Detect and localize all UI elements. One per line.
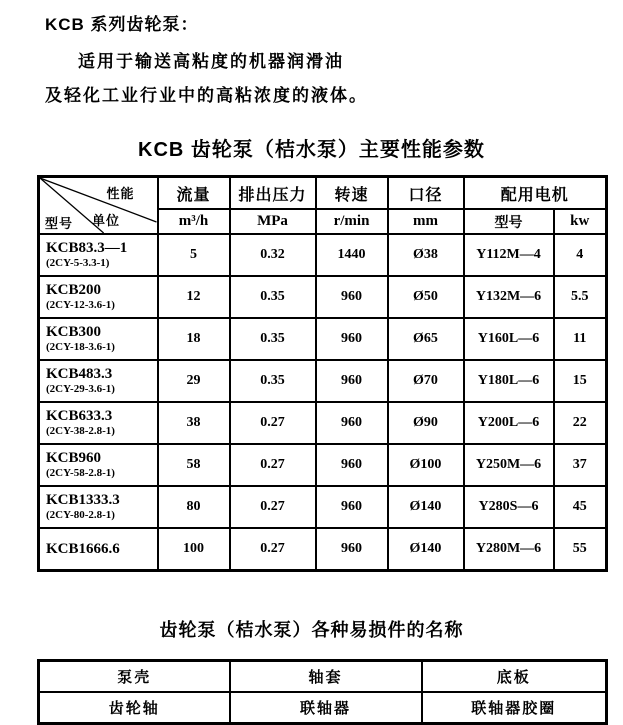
model-sub-name: (2CY-29-3.6-1) [46,383,115,395]
parts-table [37,659,608,725]
corner-header-cell [39,177,158,235]
model-cell [39,234,158,276]
corner-label-model: 型号 [45,216,74,231]
part-name: 轴套 [230,661,422,693]
speed-value: 960 [316,528,388,571]
motor-kw-value: 11 [554,318,607,360]
model-sub-name: (2CY-18-3.6-1) [46,341,115,353]
motor-model-value: Y280M—6 [464,528,554,571]
table-row [39,360,607,402]
motor-kw-value: 15 [554,360,607,402]
unit-speed: r/min [316,209,388,234]
intro-line-1: 适用于输送高粘度的机器润滑油 [78,52,344,71]
motor-kw-value: 4 [554,234,607,276]
model-name: KCB300 [46,324,102,340]
model-sub-name: (2CY-58-2.8-1) [46,467,115,479]
model-sub-name: (2CY-5-3.3-1) [46,257,110,269]
col-header-motor-power: kw [554,209,607,234]
model-cell [39,444,158,486]
model-name: KCB960 [46,450,102,466]
corner-label-unit: 单位 [92,213,121,228]
pressure-value: 0.32 [230,234,316,276]
part-name: 联轴器胶圈 [422,692,607,724]
motor-kw-value: 37 [554,444,607,486]
parts-table-title: 齿轮泵（桔水泵）各种易损件的名称 [159,620,464,640]
table-row [39,402,607,444]
part-name: 泵壳 [39,661,230,693]
pressure-value: 0.27 [230,528,316,571]
flow-value: 100 [158,528,230,571]
col-header-diameter: 口径 [388,177,464,210]
part-name: 底板 [422,661,607,693]
model-cell [39,318,158,360]
model-cell [39,402,158,444]
model-sub-name: (2CY-38-2.8-1) [46,425,115,437]
motor-model-value: Y180L—6 [464,360,554,402]
motor-model-value: Y250M—6 [464,444,554,486]
model-cell [39,276,158,318]
model-name: KCB633.3 [46,408,113,424]
model-sub-name: (2CY-80-2.8-1) [46,509,115,521]
speed-value: 960 [316,276,388,318]
diameter-value: Ø90 [388,402,464,444]
speed-value: 1440 [316,234,388,276]
flow-value: 12 [158,276,230,318]
diameter-value: Ø100 [388,444,464,486]
speed-value: 960 [316,318,388,360]
speed-value: 960 [316,360,388,402]
model-cell [39,360,158,402]
motor-kw-value: 22 [554,402,607,444]
flow-value: 18 [158,318,230,360]
model-cell [39,528,158,571]
speed-value: 960 [316,402,388,444]
flow-value: 80 [158,486,230,528]
flow-value: 38 [158,402,230,444]
col-header-pressure: 排出压力 [230,177,316,210]
performance-table [37,175,608,572]
flow-value: 29 [158,360,230,402]
performance-table-title: KCB 齿轮泵（桔水泵）主要性能参数 [138,139,485,161]
diameter-value: Ø70 [388,360,464,402]
col-header-flow: 流量 [158,177,230,210]
pressure-value: 0.27 [230,486,316,528]
flow-value: 58 [158,444,230,486]
table-row [39,528,607,571]
intro-line-2: 及轻化工业行业中的高粘浓度的液体。 [45,86,368,105]
motor-model-value: Y132M—6 [464,276,554,318]
motor-model-value: Y112M—4 [464,234,554,276]
model-name: KCB1666.6 [46,540,120,557]
motor-kw-value: 45 [554,486,607,528]
speed-value: 960 [316,444,388,486]
col-header-motor-model: 型号 [464,209,554,234]
table-row [39,692,607,724]
table-row [39,234,607,276]
model-name: KCB200 [46,282,102,298]
model-sub-name: (2CY-12-3.6-1) [46,299,115,311]
table-row [39,486,607,528]
pressure-value: 0.27 [230,402,316,444]
pressure-value: 0.35 [230,360,316,402]
diameter-value: Ø140 [388,486,464,528]
part-name: 联轴器 [230,692,422,724]
motor-kw-value: 55 [554,528,607,571]
model-name: KCB83.3—1 [46,240,128,256]
unit-diameter: mm [388,209,464,234]
model-name: KCB1333.3 [46,492,120,508]
part-name: 齿轮轴 [39,692,230,724]
motor-model-value: Y200L—6 [464,402,554,444]
doc-heading: KCB 系列齿轮泵： [45,15,199,34]
document-page [0,10,623,725]
table-row [39,661,607,693]
col-header-motor-group: 配用电机 [464,177,607,210]
model-name: KCB483.3 [46,366,113,382]
pressure-value: 0.35 [230,318,316,360]
table-row [39,444,607,486]
table-row [39,318,607,360]
unit-pressure: MPa [230,209,316,234]
table-row [39,276,607,318]
motor-kw-value: 5.5 [554,276,607,318]
speed-value: 960 [316,486,388,528]
pressure-value: 0.35 [230,276,316,318]
diameter-value: Ø140 [388,528,464,571]
col-header-speed: 转速 [316,177,388,210]
diameter-value: Ø65 [388,318,464,360]
model-cell [39,486,158,528]
flow-value: 5 [158,234,230,276]
unit-flow: m³/h [158,209,230,234]
motor-model-value: Y280S—6 [464,486,554,528]
diameter-value: Ø50 [388,276,464,318]
motor-model-value: Y160L—6 [464,318,554,360]
pressure-value: 0.27 [230,444,316,486]
corner-label-performance: 性能 [106,186,135,201]
diameter-value: Ø38 [388,234,464,276]
